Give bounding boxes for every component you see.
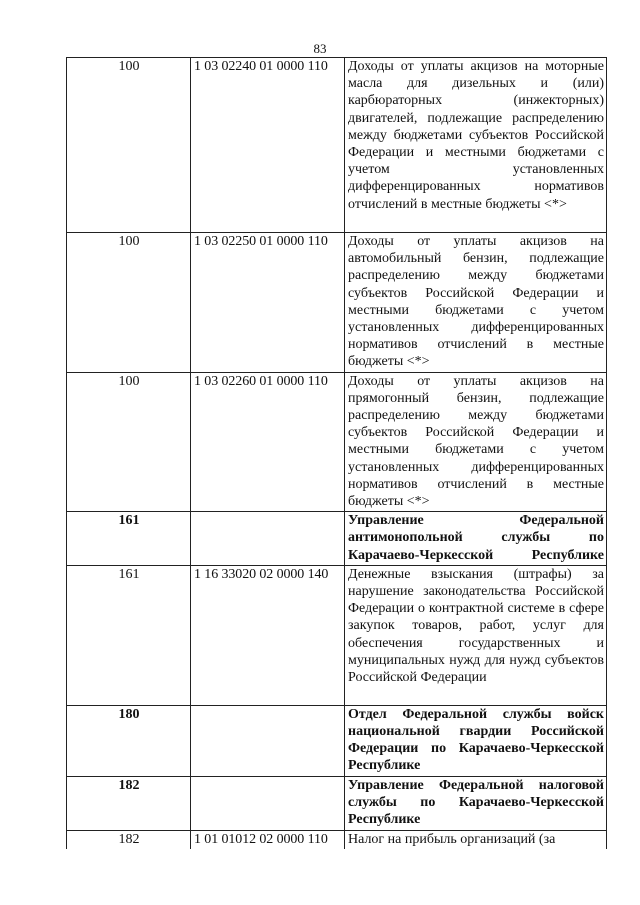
admin-code-cell: 100 <box>67 372 191 512</box>
budget-classification-code-cell <box>191 705 345 776</box>
table-row <box>67 58 607 233</box>
table-row-heading <box>67 705 607 776</box>
administrator-name-cell: Управление Федеральной антимонопольной службы по Карачаево-Черкесской Республике <box>345 512 607 566</box>
budget-classification-code-cell <box>191 776 345 830</box>
admin-code-cell: 100 <box>67 233 191 373</box>
table-row <box>67 233 607 373</box>
revenue-description-cell: Доходы от уплаты акцизов на моторные масла для дизельных и (или) карбюраторных (инжекторных) двигателей, подлежащие распределению между бюджетами субъектов Российской Федерации и местными бюджетами с учетом установленных дифференцированных нормативов отчислений в местные бюджеты <*> <box>345 58 607 233</box>
admin-code-cell: 180 <box>67 705 191 776</box>
budget-classification-code-cell: 1 01 01012 02 0000 110 <box>191 830 345 849</box>
admin-code-cell: 100 <box>67 58 191 233</box>
administrator-name-cell: Отдел Федеральной службы войск национальной гвардии Российской Федерации по Карачаево-Черкесской Республике <box>345 705 607 776</box>
admin-code-cell: 182 <box>67 830 191 849</box>
budget-classification-code-cell: 1 03 02250 01 0000 110 <box>191 233 345 373</box>
table-row <box>67 565 607 705</box>
page-number: 83 <box>313 41 327 56</box>
revenue-description-cell: Денежные взыскания (штрафы) за нарушение законодательства Российской Федерации о контрактной системе в сфере закупок товаров, работ, услуг для обеспечения государственных и муниципальных нужд для нужд субъектов Российской Федерации <box>345 565 607 705</box>
table-row <box>67 372 607 512</box>
administrator-name-cell: Управление Федеральной налоговой службы по Карачаево-Черкесской Республике <box>345 776 607 830</box>
revenue-description-cell: Доходы от уплаты акцизов на автомобильный бензин, подлежащие распределению между бюджетами субъектов Российской Федерации и местными бюджетами с учетом установленных дифференцированных нормативов отчислений в местные бюджеты <*> <box>345 233 607 373</box>
revenue-description-cell: Доходы от уплаты акцизов на прямогонный бензин, подлежащие распределению между бюджетами субъектов Российской Федерации и местными бюджетами с учетом установленных дифференцированных нормативов отчислений в местные бюджеты <*> <box>345 372 607 512</box>
table-row <box>67 830 607 849</box>
admin-code-cell: 161 <box>67 512 191 566</box>
budget-classification-code-cell: 1 16 33020 02 0000 140 <box>191 565 345 705</box>
budget-classification-code-cell <box>191 512 345 566</box>
admin-code-cell: 182 <box>67 776 191 830</box>
budget-classification-code-cell: 1 03 02240 01 0000 110 <box>191 58 345 233</box>
revenue-codes-table <box>66 57 607 849</box>
admin-code-cell: 161 <box>67 565 191 705</box>
table-row-heading <box>67 512 607 566</box>
budget-classification-code-cell: 1 03 02260 01 0000 110 <box>191 372 345 512</box>
table-row-heading <box>67 776 607 830</box>
revenue-description-cell: Налог на прибыль организаций (за <box>345 830 607 849</box>
